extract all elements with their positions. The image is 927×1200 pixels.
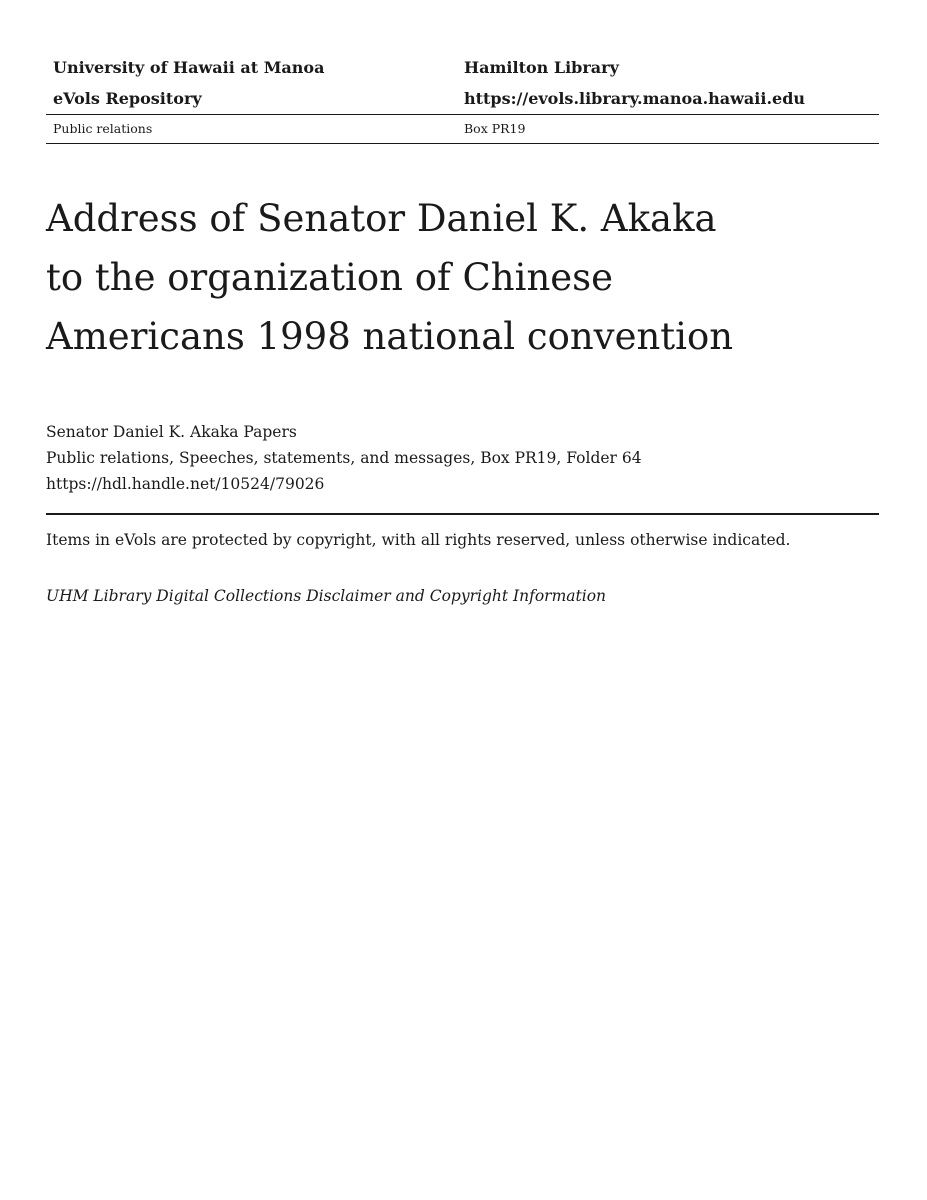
repository-name: eVols Repository	[53, 89, 202, 108]
handle-link[interactable]: https://hdl.handle.net/10524/79026	[46, 475, 325, 493]
header-table	[46, 52, 879, 144]
section-divider	[46, 513, 879, 515]
header-row-2	[46, 83, 879, 114]
header-row-3	[46, 115, 879, 143]
institution-name: University of Hawaii at Manoa	[53, 58, 325, 77]
title-line-3: Americans 1998 national convention	[46, 315, 734, 358]
folder-location: Public relations, Speeches, statements, and messages, Box PR19, Folder 64	[46, 449, 642, 467]
collection-name: Senator Daniel K. Akaka Papers	[46, 423, 297, 441]
header-row-1	[46, 52, 879, 83]
repository-url[interactable]: https://evols.library.manoa.hawaii.edu	[464, 89, 806, 108]
citation-block	[46, 419, 642, 497]
document-title	[46, 189, 879, 366]
title-line-1: Address of Senator Daniel K. Akaka	[46, 197, 717, 240]
title-line-2: to the organization of Chinese	[46, 256, 614, 299]
series-name: Public relations	[53, 121, 153, 136]
copyright-notice: Items in eVols are protected by copyright, with all rights reserved, unless otherwise indicated.	[46, 531, 791, 549]
box-label: Box PR19	[464, 121, 526, 136]
disclaimer-link[interactable]: UHM Library Digital Collections Disclaimer and Copyright Information	[46, 587, 607, 605]
library-name: Hamilton Library	[464, 58, 619, 77]
header-divider-bottom	[46, 143, 879, 144]
